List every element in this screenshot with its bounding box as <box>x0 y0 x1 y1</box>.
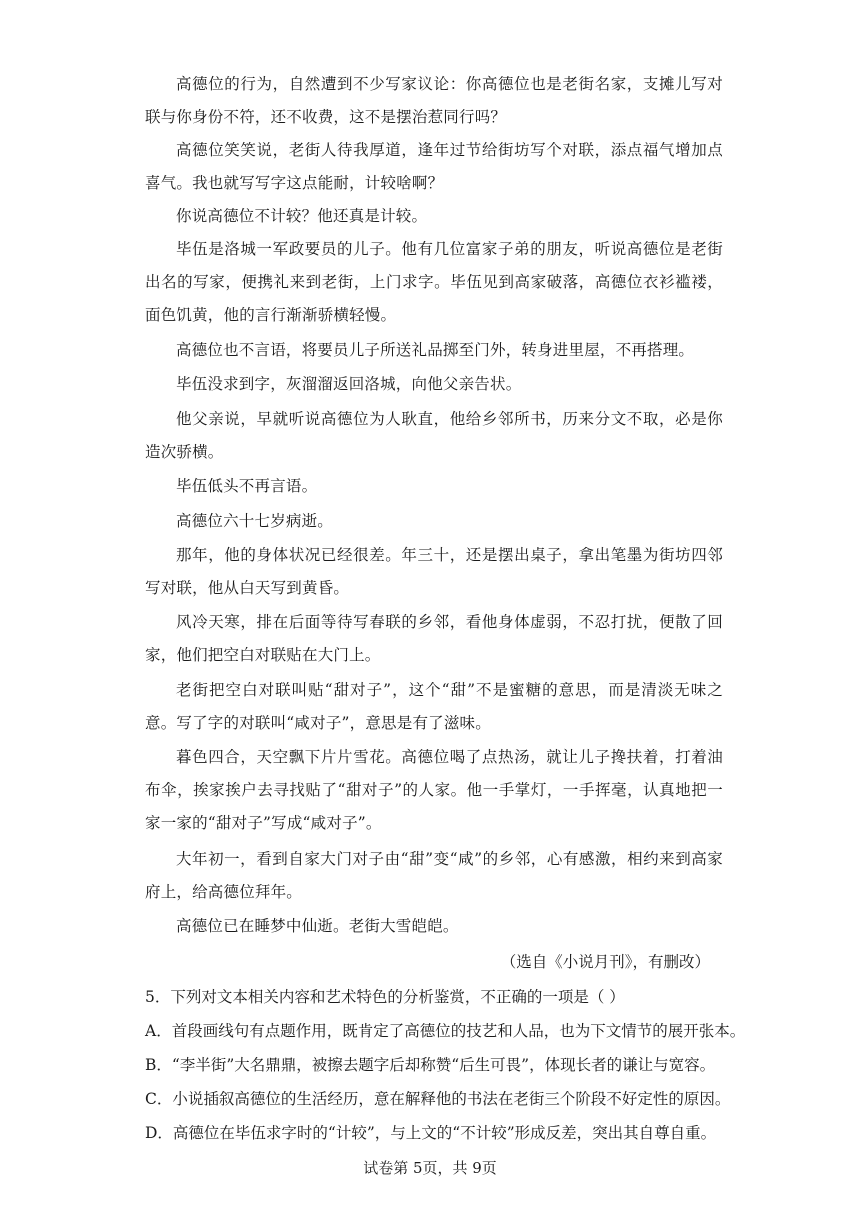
passage-paragraph-11: 风冷天寒，排在后面等待写春联的乡邻，看他身体虚弱，不忍打扰，便散了回家，他们把空白对联贴在大门上。 <box>145 613 723 664</box>
option-b[interactable]: B．“李半街”大名鼎鼎，被擦去题字后却称赞“后生可畏”，体现长者的谦让与宽容。 <box>145 1056 716 1074</box>
passage-paragraph-4: 毕伍是洛城一军政要员的儿子。他有几位富家子弟的朋友，听说高德位是老街出名的写家，便携礼来到老街，上门求字。毕伍见到高家破落，高德位衣衫褴褛，面色饥黄，他的言行渐渐骄横轻慢。 <box>145 240 723 324</box>
passage-paragraph-5: 高德位也不言语，将要员儿子所送礼品掷至门外，转身进里屋，不再搭理。 <box>176 341 695 359</box>
passage-paragraph-9: 高德位六十七岁病逝。 <box>176 512 334 530</box>
passage-paragraph-3: 你说高德位不计较？他还真是计较。 <box>176 207 428 225</box>
page-footer: 试卷第 5页，共 9页 <box>363 1159 497 1177</box>
passage-paragraph-13: 暮色四合，天空飘下片片雪花。高德位喝了点热汤，就让儿子搀扶着，打着油布伞，挨家挨户去寻找贴了“甜对子”的人家。他一手掌灯，一手挥毫，认真地把一家一家的“甜对子”写成“咸对子”。 <box>145 748 723 832</box>
passage-paragraph-14: 大年初一，看到自家大门对子由“甜”变“咸”的乡邻，心有感激，相约来到高家府上，给高德位拜年。 <box>145 850 723 901</box>
passage-paragraph-2: 高德位笑笑说，老街人待我厚道，逢年过节给街坊写个对联，添点福气增加点喜气。我也就写写字这点能耐，计较啥啊？ <box>145 141 723 192</box>
option-d[interactable]: D．高德位在毕伍求字时的“计较”，与上文的“不计较”形成反差，突出其自尊自重。 <box>145 1124 717 1142</box>
passage-paragraph-8: 毕伍低头不再言语。 <box>176 477 318 495</box>
passage-paragraph-10: 那年，他的身体状况已经很差。年三十，还是摆出桌子，拿出笔墨为街坊四邻写对联，他从白天写到黄昏。 <box>145 546 723 597</box>
option-a[interactable]: A．首段画线句有点题作用，既肯定了高德位的技艺和人品，也为下文情节的展开张本。 <box>145 1022 746 1040</box>
passage-paragraph-6: 毕伍没求到字，灰溜溜返回洛城，向他父亲告状。 <box>176 375 522 393</box>
source-citation: （选自《小说月刊》，有删改） <box>500 953 710 971</box>
option-c[interactable]: C．小说插叙高德位的生活经历，意在解释他的书法在老街三个阶段不好定性的原因。 <box>145 1090 731 1108</box>
passage-paragraph-15: 高德位已在睡梦中仙逝。老街大雪皑皑。 <box>176 917 459 935</box>
passage-paragraph-7: 他父亲说，早就听说高德位为人耿直，他给乡邻所书，历来分文不取，必是你造次骄横。 <box>145 410 723 461</box>
passage-paragraph-1: 高德位的行为，自然遭到不少写家议论：你高德位也是老街名家，支摊儿写对联与你身份不符，还不收费，这不是摆治惹同行吗？ <box>145 75 723 126</box>
question-stem: 5．下列对文本相关内容和艺术特色的分析鉴赏，不正确的一项是（ ） <box>145 988 625 1006</box>
passage-paragraph-12: 老街把空白对联叫贴“甜对子”，这个“甜”不是蜜糖的意思，而是清淡无味之意。写了字的对联叫“咸对子”，意思是有了滋味。 <box>145 681 723 732</box>
